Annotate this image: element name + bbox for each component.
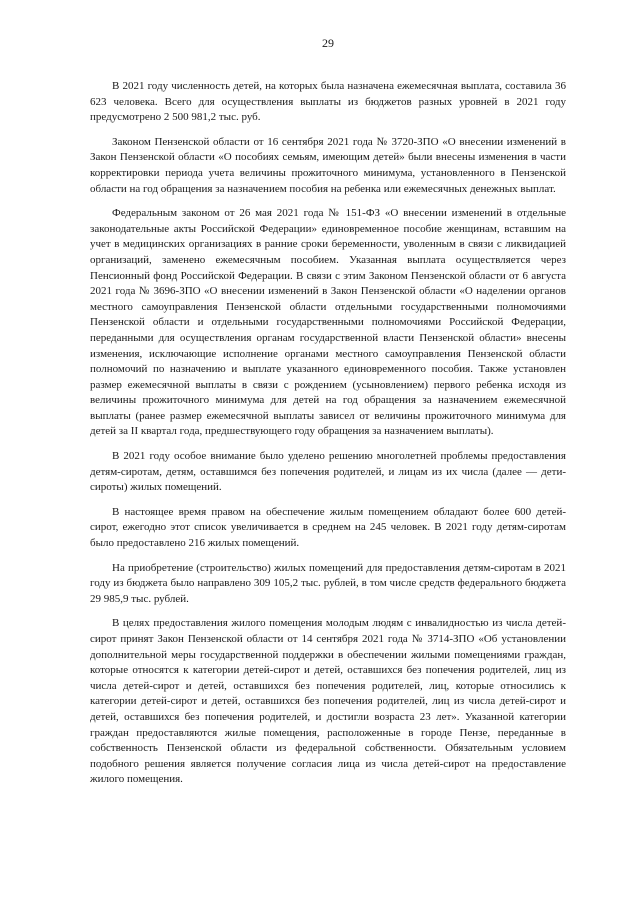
paragraph-federal-law-151: Федеральным законом от 26 мая 2021 года № 151-ФЗ «О внесении изменений в отдельные законодательные акты Российской Федерации» единовременное пособие женщинам, вставшим на учет в медицинских организациях в ранние сроки беременности, уволенным в связи с ликвидацией организаций, заменено ежемесячным пособием. Указанная выплата осуществляется через Пенсионный фонд Российской Федерации. В связи с этим Законом Пензенской области от 6 августа 2021 года № 3696-ЗПО «О внесении изменений в Закон Пензенской области «О наделении органов местного самоуправления Пензенской области отдельными государственными полномочиями Пензенской области и отдельными государственными полномочиями Российской Федерации, переданными для осуществления органам государственной власти Пензенской области» внесены изменения, исключающие исполнение органами местного самоуправления Пензенской области полномочий по назначению и выплате указанного единовременного пособия. Также установлен размер ежемесячной выплаты в связи с рождением (усыновлением) первого ребенка исходя из величины прожиточного минимума для детей на год обращения за назначением ежемесячной выплаты (ранее размер ежемесячной выплаты зависел от величины прожиточного минимума для детей за II квартал года, предшествующего году обращения за назначением выплаты). [90, 207, 566, 438]
paragraph-law-3720: Законом Пензенской области от 16 сентября 2021 года № 3720-ЗПО «О внесении изменений в Закон Пензенской области «О пособиях семьям, имеющим детей» были внесены изменения в части корректировки периода учета величины прожиточного минимума, установленного в Пензенской области на год обращения за назначением пособия на ребенка или ежемесячных денежных выплат. [90, 135, 566, 195]
paragraph-orphans-count: В настоящее время правом на обеспечение жилым помещением обладают более 600 детей-сирот, ежегодно этот список увеличивается в среднем на 245 человек. В 2021 году детям-сиротам было предоставлено 216 жилых помещений. [90, 505, 566, 550]
paragraph-law-3714: В целях предоставления жилого помещения молодым людям с инвалидностью из числа детей-сирот принят Закон Пензенской области от 14 сентября 2021 года № 3714-ЗПО «Об установлении дополнительной меры государственной поддержки в обеспечении жилыми помещениями граждан, которые относятся к категории детей-сирот и детей, оставшихся без попечения родителей, лиц из числа детей-сирот и детей, оставшихся без попечения родителей, лиц, которые относились к категории детей-сирот и детей, оставшихся без попечения родителей, лиц из числа детей-сирот и детей, оставшихся без попечения родителей, и достигли возраста 23 лет». Указанной категории граждан предоставляются жилые помещения, расположенные в городе Пензе, переданные в собственность Пензенской области из федеральной собственности. Обязательным условием подобного решения является получение согласия лица из числа детей-сирот на предоставление жилого помещения. [90, 617, 566, 786]
paragraph-orphans-housing: В 2021 году особое внимание было уделено решению многолетней проблемы предоставления детям-сиротам, детям, оставшимся без попечения родителей, и лицам из их числа (далее — дети-сироты) жилых помещений. [90, 450, 566, 494]
page-number: 29 [322, 36, 334, 50]
paragraph-housing-budget: На приобретение (строительство) жилых помещений для предоставления детям-сиротам в 2021 году из бюджета было направлено 309 105,2 тыс. рублей, в том числе средств федерального бюджета 29 985,9 тыс. рублей. [90, 561, 566, 605]
paragraph-monthly-payment: В 2021 году численность детей, на которых была назначена ежемесячная выплата, составила 36 623 человека. Всего для осуществления выплаты из бюджетов разных уровней в 2021 году предусмотрено 2 500 981,2 тыс. руб. [90, 80, 566, 124]
document-page [90, 36, 566, 797]
